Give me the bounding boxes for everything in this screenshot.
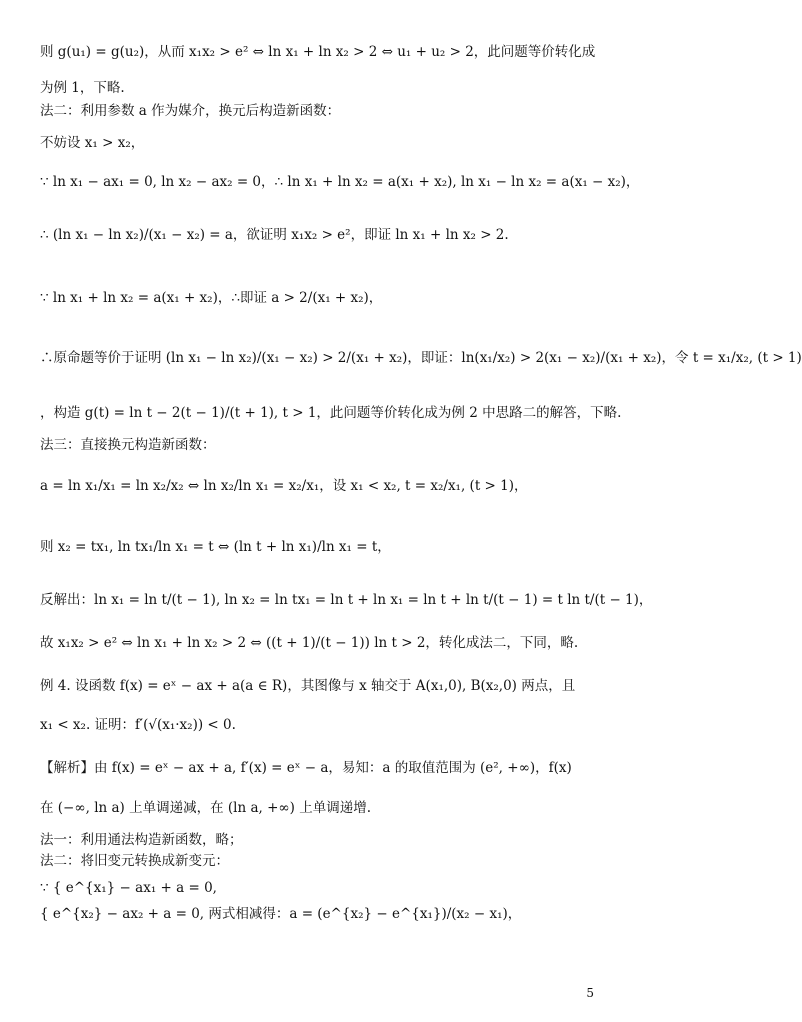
text-line: ∴ (ln x₁ − ln x₂)/(x₁ − x₂) = a，欲证明 x₁x₂ > e²，即证 ln x₁ + ln x₂ > 2. bbox=[40, 227, 509, 243]
text-line: 反解出：ln x₁ = ln t/(t − 1), ln x₂ = ln tx₁ = ln t + ln x₁ = ln t + ln t/(t − 1) = t ln t/(t − 1)， bbox=[40, 592, 653, 608]
text-line: 故 x₁x₂ > e² ⇔ ln x₁ + ln x₂ > 2 ⇔ ((t + 1)/(t − 1)) ln t > 2，转化成法二，下同，略. bbox=[40, 635, 579, 651]
text-line: 【解析】由 f(x) = eˣ − ax + a, f′(x) = eˣ − a，易知：a 的取值范围为 (e², +∞)，f(x) bbox=[40, 760, 572, 776]
text-line: ∵ ln x₁ − ax₁ = 0, ln x₂ − ax₂ = 0，∴ ln x₁ + ln x₂ = a(x₁ + x₂), ln x₁ − ln x₂ = a(x₁ − x₂)， bbox=[40, 174, 640, 190]
text-line: ∵ ln x₁ + ln x₂ = a(x₁ + x₂)，∴即证 a > 2/(x₁ + x₂)， bbox=[40, 290, 383, 306]
text-line: 法二：利用参数 a 作为媒介，换元后构造新函数： bbox=[40, 103, 341, 119]
text-line: 为例 1，下略. bbox=[40, 80, 125, 96]
text-line: 则 g(u₁) = g(u₂)，从而 x₁x₂ > e² ⇔ ln x₁ + ln x₂ > 2 ⇔ u₁ + u₂ > 2，此问题等价转化成 bbox=[40, 44, 596, 60]
text-line: x₁ < x₂. 证明：f′(√(x₁·x₂)) < 0. bbox=[40, 717, 236, 733]
text-line: 不妨设 x₁ > x₂， bbox=[40, 135, 145, 151]
text-line: 法三：直接换元构造新函数： bbox=[40, 437, 216, 453]
text-line: ，构造 g(t) = ln t − 2(t − 1)/(t + 1), t > 1，此问题等价转化成为例 2 中思路二的解答，下略. bbox=[40, 405, 622, 421]
text-line: 法二：将旧变元转换成新变元： bbox=[40, 853, 229, 869]
text-line: 例 4. 设函数 f(x) = eˣ − ax + a(a ∈ R)，其图像与 x 轴交于 A(x₁,0), B(x₂,0) 两点，且 bbox=[40, 678, 576, 694]
text-line: 在 (−∞, ln a) 上单调递减，在 (ln a, +∞) 上单调递增. bbox=[40, 800, 372, 816]
text-line: a = ln x₁/x₁ = ln x₂/x₂ ⇔ ln x₂/ln x₁ = x₂/x₁，设 x₁ < x₂, t = x₂/x₁, (t > 1)， bbox=[40, 478, 528, 494]
text-line: ∵ { e^{x₁} − ax₁ + a = 0, bbox=[40, 880, 217, 896]
text-line: ∴原命题等价于证明 (ln x₁ − ln x₂)/(x₁ − x₂) > 2/(x₁ + x₂)，即证：ln(x₁/x₂) > 2(x₁ − x₂)/(x₁ + x₂)，令 t = x₁/x₂, (t > 1) bbox=[40, 350, 802, 366]
text-line: 则 x₂ = tx₁, ln tx₁/ln x₁ = t ⇔ (ln t + ln x₁)/ln x₁ = t， bbox=[40, 539, 391, 555]
text-line: 法一：利用通法构造新函数，略； bbox=[40, 832, 243, 848]
page-number: 5 bbox=[586, 986, 594, 1000]
text-line: { e^{x₂} − ax₂ + a = 0, 两式相减得：a = (e^{x₂} − e^{x₁})/(x₂ − x₁)， bbox=[40, 906, 522, 922]
